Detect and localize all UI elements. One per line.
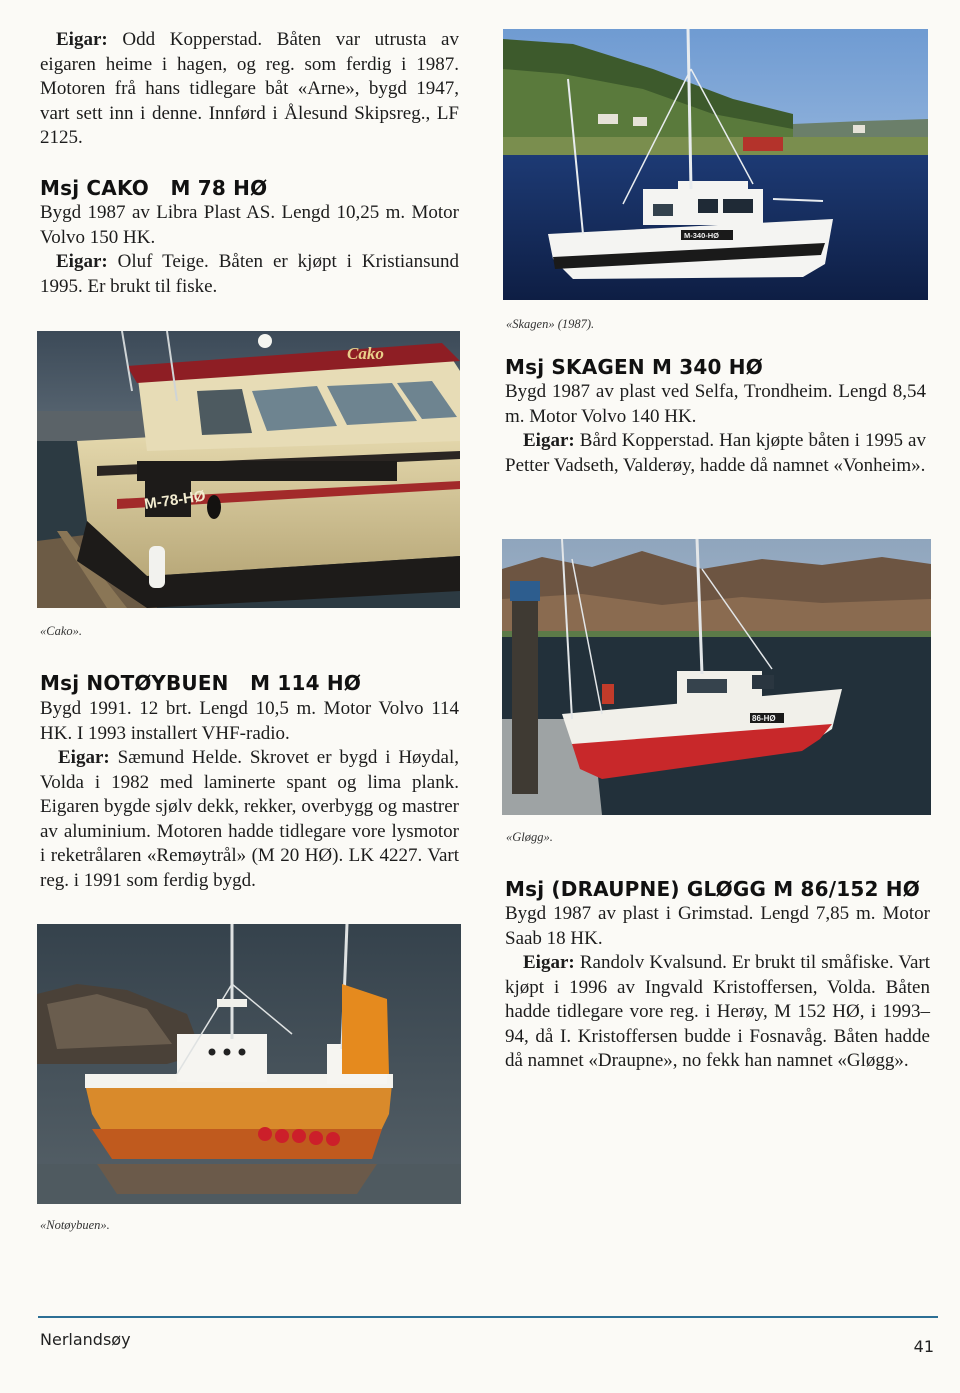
skagen-entry: [505, 380, 926, 478]
owner-label: Eigar:: [523, 430, 575, 451]
owner-label: Eigar:: [56, 29, 108, 50]
notoybuen-entry: [40, 697, 459, 893]
build-info: Bygd 1991. 12 brt. Lengd 10,5 m. Motor Volvo 114 HK. I 1993 installert VHF-radio.: [40, 698, 459, 744]
build-info: Bygd 1987 av plast ved Selfa, Trondheim. Lengd 8,54 m. Motor Volvo 140 HK.: [505, 381, 926, 427]
cako-entry: [40, 201, 459, 299]
owner-label: Eigar:: [56, 251, 108, 272]
glogg-reg-mark: 86-HØ: [752, 714, 776, 723]
build-info: Bygd 1987 av Libra Plast AS. Lengd 10,25 m. Motor Volvo 150 HK.: [40, 202, 459, 248]
skagen-heading: Msj SKAGEN M 340 HØ: [505, 355, 763, 379]
skagen-reg-mark: M-340-HØ: [684, 231, 720, 240]
cako-hull-name: Cako: [347, 344, 384, 363]
glogg-caption: «Gløgg».: [506, 830, 553, 844]
notoybuen-heading: Msj NOTØYBUEN M 114 HØ: [40, 671, 362, 695]
owner-text: Randolv Kvalsund. Er brukt til småfiske. Vart kjøpt i 1996 av Ingvald Kristoffersen, Volda. Båten hadde tidlegare vore reg. i Herøy, M 152 HØ, i 1993–94, då I. Kristoffersen budde i Fosnavåg. Båten hadde då namnet «Draupne», no fekk han namnet «Gløgg».: [505, 952, 931, 1071]
footer-book-title: Nerlandsøy: [40, 1330, 131, 1349]
cako-photo: [37, 331, 460, 608]
owner-label: Eigar:: [58, 747, 110, 768]
glogg-heading: Msj (DRAUPNE) GLØGG M 86/152 HØ: [505, 877, 920, 901]
skagen-caption: «Skagen» (1987).: [506, 317, 595, 331]
cako-heading: Msj CAKO M 78 HØ: [40, 176, 268, 200]
intro-entry: [40, 28, 459, 151]
owner-text: Odd Kopperstad. Båten var utrusta av eigaren heime i hagen, og reg. som ferdig i 1987. Motoren frå hans tidlegare båt «Arne», bygd 1947, vart sett inn i denne. Innførd i Ålesund Skipsreg., LF 2125.: [40, 29, 459, 148]
notoybuen-photo: [37, 924, 461, 1204]
owner-text: Oluf Teige. Båten er kjøpt i Kristiansund 1995. Er brukt til fiske.: [40, 251, 460, 297]
cako-caption: «Cako».: [40, 624, 83, 638]
skagen-photo: [503, 29, 928, 300]
footer-rule: [38, 1316, 938, 1318]
owner-label: Eigar:: [523, 952, 575, 973]
page-number: 41: [913, 1337, 934, 1356]
owner-text: Sæmund Helde. Skrovet er bygd i Høydal, Volda i 1982 med laminerte spant og lima plank. Eigaren bygde sjølv dekk, rekker, overbygg og mastrer av aluminium. Motoren hadde tidlegare vore lysmotor i reketrålaren «Remøytrål» (M 20 HØ). LK 4227. Vart reg. i 1991 som ferdig bygd.: [40, 747, 460, 891]
notoybuen-caption: «Notøybuen».: [40, 1218, 110, 1232]
owner-text: Bård Kopperstad. Han kjøpte båten i 1995 av Petter Vadseth, Valderøy, hadde då namnet «Vonheim».: [505, 430, 926, 476]
glogg-entry: [505, 902, 930, 1074]
build-info: Bygd 1987 av plast i Grimstad. Lengd 7,85 m. Motor Saab 18 HK.: [505, 903, 930, 949]
cako-reg-mark: M-78-HØ: [143, 487, 207, 513]
glogg-photo: [502, 539, 931, 815]
